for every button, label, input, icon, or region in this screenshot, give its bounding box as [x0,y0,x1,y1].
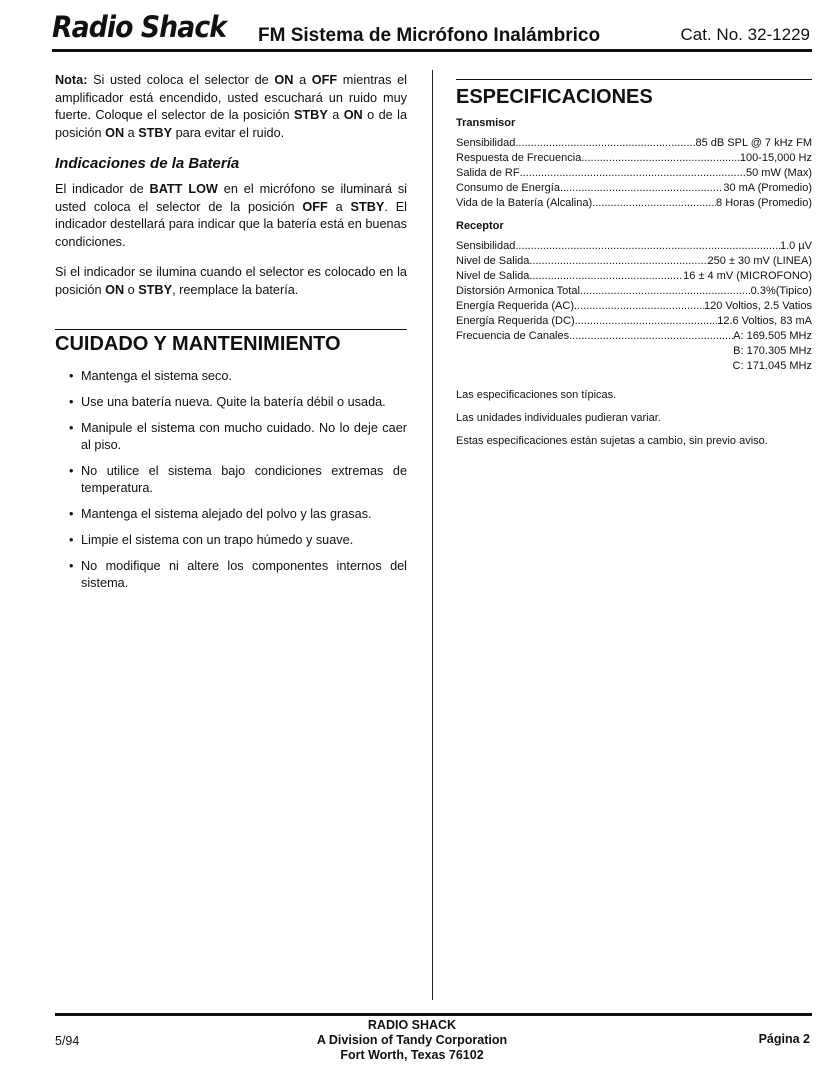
spec-row: Respuesta de Frecuencia ..... 100-15,000 Hz [456,151,812,166]
catalog-number: Cat. No. 32-1229 [680,25,810,44]
list-item: • No modifique ni altere los componentes internos del sistema. [69,559,407,590]
spec-note: Las especificaciones son típicas. [456,389,617,401]
specs-rule [456,79,812,80]
page-number: Página 2 [758,1032,810,1046]
spec-note: Las unidades individuales pudieran variar. [456,412,661,424]
list-item: • No utilice el sistema bajo condiciones extremas de temperatura. [69,464,407,495]
footer-division: A Division of Tandy Corporation [316,1033,508,1047]
transmitter-heading: Transmisor [456,117,516,129]
channel-b: B: 170.305 MHz [733,345,812,357]
list-item: • Mantenga el sistema seco. [69,369,232,383]
transmitter-table [456,136,812,211]
footer-rule [55,1013,812,1016]
footer-address: Fort Worth, Texas 76102 [340,1048,484,1062]
spec-row: Sensibilidad ..... 1.0 µV [456,239,812,254]
care-rule [55,329,407,330]
document-title: FM Sistema de Micrófono Inalámbrico [258,25,601,46]
note-paragraph: Nota: Si usted coloca el selector de ON a OFF mientras el amplificador está encendido, usted escuchará un ruido muy fuerte. Coloque el selector de la posición STBY a ON o de la posición ON a STBY para evitar el ruido. [55,73,407,140]
spec-row: Salida de RF ..... 50 mW (Max) [456,166,812,181]
column-divider [432,70,433,1000]
left-column [55,72,407,601]
spec-row: Vida de la Batería (Alcalina) ..... 8 Horas (Promedio) [456,196,812,211]
list-item: • Manipule el sistema con mucho cuidado. No lo deje caer al piso. [69,421,407,452]
spec-row: Nivel de Salida ..... 16 ± 4 mV (MICROFONO) [456,269,812,284]
list-item: • Use una batería nueva. Quite la batería débil o usada. [69,395,386,409]
battery-heading: Indicaciones de la Batería [55,155,240,172]
footer-date: 5/94 [55,1034,80,1048]
spec-row: Nivel de Salida ..... 250 ± 30 mV (LINEA) [456,254,812,269]
footer-company: RADIO SHACK [367,1018,457,1032]
channel-c: C: 171.045 MHz [732,360,812,372]
specs-heading: ESPECIFICACIONES [456,86,653,108]
specs-column [456,72,812,457]
header-rule [52,49,812,52]
spec-row: Sensibilidad ..... 85 dB SPL @ 7 kHz FM [456,136,812,151]
care-list [55,368,407,592]
list-item: • Limpie el sistema con un trapo húmedo y suave. [69,533,354,547]
spec-row: Frecuencia de Canales ..... A: 169.505 MHz [456,329,812,344]
spec-note: Estas especificaciones están sujetas a cambio, sin previo aviso. [456,435,768,447]
battery-paragraph-2: Si el indicador se ilumina cuando el selector es colocado en la posición ON o STBY, reemplace la batería. [55,265,407,297]
care-heading: CUIDADO Y MANTENIMIENTO [55,333,341,355]
spec-row: Energía Requerida (AC) ..... 120 Voltios, 2.5 Vatios [456,299,812,314]
receiver-heading: Receptor [456,220,504,232]
footer-company-block [262,1018,562,1063]
battery-paragraph-1: El indicador de BATT LOW en el micrófono se iluminará si usted coloca el selector de la posición OFF a STBY. El indicador destellará para indicar que la batería está en buenas condiciones. [55,182,407,249]
receiver-table [456,239,812,374]
list-item: • Mantenga el sistema alejado del polvo y las grasas. [69,507,372,521]
spec-row: Energía Requerida (DC) ..... 12.6 Voltios, 83 mA [456,314,812,329]
spec-row: Distorsión Armonica Total ..... 0.3%(Tipico) [456,284,812,299]
spec-row: Consumo de Energía ..... 30 mA (Promedio) [456,181,812,196]
radio-shack-logo: Radio Shack [52,10,227,44]
